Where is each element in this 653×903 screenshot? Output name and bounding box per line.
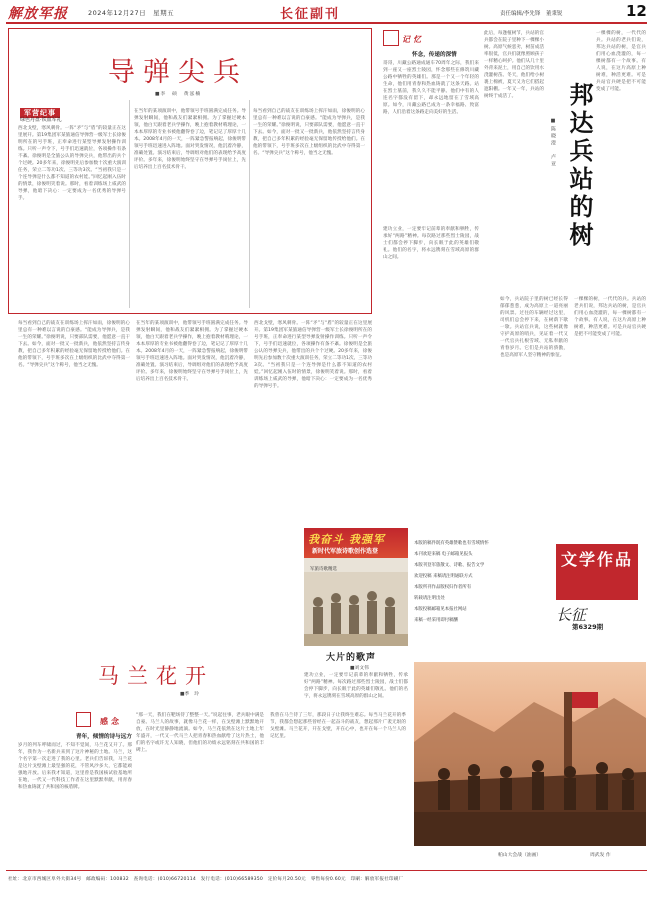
subhead-badge-label: 军营纪事 (20, 108, 60, 118)
memory-body-2: 建功立业，一定要牢记前辈的奉献和牺牲，传承好“两路”精神。每次路过那些烈士陵园，战士们都会停下脚步，向长眠于此的英雄们敬礼。他们的名字，将永远镌刻在雪域高原的群山之间。 (383, 227, 479, 260)
painting-author: 周武发 作 (590, 853, 611, 858)
poster-caption: 大片的歌声 (326, 653, 377, 663)
column-divider (129, 100, 130, 308)
ad-item[interactable]: 本版的稿件既有英雄赞歌也有雪域情怀 (414, 541, 489, 546)
section-title: 长征副刊 (280, 7, 341, 22)
painting-caption: 帕山大会战（油画） (498, 853, 542, 858)
feel-title: 青年，倾情的诗与远方 (76, 734, 132, 740)
memory-title: 怀念，传递的深情 (412, 52, 457, 58)
issue-number: 第6329期 (572, 623, 604, 631)
article-byline: ■李 硕 黄泓楠 (155, 92, 202, 97)
masthead-rule (6, 22, 647, 24)
article-title[interactable]: 导弹尖兵 (108, 57, 248, 88)
editors-line: 责任编辑/李先锋 董秉锐 (500, 11, 563, 17)
station-body-top: 一棵棵的树，一代代的兵。兵站的老兵们说，邦达兵站的树，是官兵们用心血浇灌的，每一棵树都有一个故事。有人说，在这片高原上种树难，种活更难。可是兵站官兵硬是把不可能变成了可能。 (596, 31, 646, 92)
bottom-column-3: 我曾在马兰待了三年，那段日子让我终生难忘。每当马兰花开的季节，我都会想起那些曾经在一起奋斗的战友，想起那片广袤无垠的戈壁滩。马兰花开，开在戈壁，开在心中，也开在每一个马兰人的记忆里。 (270, 713, 406, 739)
poster-subheadline: 新时代军旅诗歌创作选登 (312, 548, 379, 555)
article-continuation-3: 西北戈壁，寒风刺骨。一阵“矛”与“盾”的较量正在这里展开。第19集团军某旅通信导弹营一级军士长徐俊明所在的号手班，正奉命进行某型导弹发射操作训练。只听一声令下，号手们迅速就位，各项操作有条不紊。徐俊明是全旅公认的导弹尖兵，他带出的兵个个过硬。20多年来，徐俊明先后参加数十次重大演训任务，荣立二等功1次、三等功3次。“当初我只是一个连导弹是什么都不知道的农村娃。”回忆起刚入伍时的情景，徐俊明笑着说。那时，看着训练场上威武的导弹，他暗下决心：一定要成为一名优秀的导弹号手。 (254, 321, 372, 389)
literature-script-title: 长征 (556, 606, 587, 624)
article-column-1: 西北戈壁，寒风刺骨。一阵“矛”与“盾”的较量正在这里展开。第19集团军某旅通信导弹营一级军士长徐俊明所在的号手班，正奉命进行某型导弹发射操作训练。只听一声令下，号手们迅速就位，各项操作有条不紊。徐俊明是全旅公认的导弹尖兵，他带出的兵个个过硬。20多年来，徐俊明先后参加数十次重大演训任务，荣立二等功1次、三等功3次。“当初我只是一个连导弹是什么都不知道的农村娃。”回忆起刚入伍时的情景，徐俊明笑着说。那时，看着训练场上威武的导弹，他暗下决心：一定要成为一名优秀的导弹号手。 (18, 126, 126, 201)
ad-item[interactable]: 欢迎投稿 来稿请注明通联方式 (414, 574, 473, 579)
poster-crowd-illustration (304, 572, 408, 646)
ad-item[interactable]: 本刊欢迎来稿 电子邮箱见报头 (414, 552, 473, 557)
memory-icon (383, 30, 399, 46)
station-author: ■陈晓澄 卢亚 (550, 118, 556, 168)
ad-item[interactable]: 转载请注明出处 (414, 596, 445, 601)
bottom-article-title[interactable]: 马兰花开 (98, 664, 214, 688)
oil-painting-image (414, 662, 646, 846)
article-column-2: 在当年的某项演训中，他带领号手班圆满完成任务。导弹发射瞬间，他和战友们紧紧相拥。为了掌握过硬本领，他白天跟着老兵学操作，晚上抱着教材啃理论，一本本厚厚的专业书被他翻得卷了边，笔记记了厚厚十几本。2008年4月的一天，一阵紧急警报响起，徐俊明带领号手班迅速进入阵地。面对突发情况，他沉着冷静，准确处置。演习结束后，导调组对他们的表现给予高度评价。多年来，徐俊明始终坚守在导弹号手岗位上，先后培养出上百名技术骨干。 (134, 109, 246, 170)
poster-headline: 我奋斗 我强军 (308, 533, 385, 546)
ad-list (414, 540, 554, 628)
poster-text: 建功立业，一定要牢记前辈的奉献和牺牲，传承好“两路”精神。每次路过那些烈士陵园，战士们都会停下脚步，向长眠于此的英雄们敬礼。他们的名字，将永远镌刻在雪域高原的群山之间。 (304, 673, 408, 699)
footer-info: 社址：北京市西城区阜外大街34号 邮政编码：100832 查询电话：(010)66720114 发行电话：(010)66589350 定价每月20.50元 零售每份0.60元 印刷：解放军报社印刷厂 (8, 877, 404, 882)
page-number: 12 (626, 2, 647, 20)
column-divider (249, 100, 250, 308)
subhead-tag: 绿色丹盘·铁血军礼 (20, 117, 62, 123)
station-title[interactable]: 邦达兵站的树 (565, 82, 594, 250)
article-continuation-2: 在当年的某项演训中，他带领号手班圆满完成任务。导弹发射瞬间，他和战友们紧紧相拥。为了掌握过硬本领，他白天跟着老兵学操作，晚上抱着教材啃理论，一本本厚厚的专业书被他翻得卷了边，笔记记了厚厚十几本。2008年4月的一天，一阵紧急警报响起，徐俊明带领号手班迅速进入阵地。面对突发情况，他沉着冷静，准确处置。演习结束后，导调组对他们的表现给予高度评价。多年来，徐俊明始终坚守在导弹号手岗位上，先后培养出上百名技术骨干。 (136, 321, 248, 382)
newspaper-logo: 解放军报 (8, 6, 68, 22)
poster-image (304, 528, 408, 646)
poster-author: ■刘文伟 (350, 666, 369, 671)
issue-date: 2024年12月27日 星期五 (88, 9, 175, 17)
ad-item[interactable]: 来稿一经采用即付稿酬 (414, 618, 458, 623)
bottom-article-author: ■季 玲 (180, 692, 199, 697)
ad-item[interactable]: 本版所刊作品版权归作者所有 (414, 585, 472, 590)
feel-label: 感念 (100, 717, 122, 726)
ad-item[interactable]: 本版投稿邮箱见本报社网站 (414, 607, 467, 612)
station-body-3: 一棵棵的树，一代代的兵。兵站的老兵们说，邦达兵站的树，是官兵们用心血浇灌的，每一棵树都有一个故事。有人说，在这片高原上种树难，种活更难。可是兵站官兵硬是把不可能变成了可能。 (574, 297, 646, 337)
article-continuation-1: 每当看到自己的战友在训练场上挥汗如雨，徐俊明的心里总有一种难以言说的自豪感。“能成为导弹兵，是我一生的荣耀。”徐俊明说，只要部队需要，他愿意一直干下去。如今，面对一批又一批新兵，他依然坚持言传身教，把自己多年积累的经验毫无保留地传授给他们。在他的带领下，号手班多次在上级组织的比武中夺得第一名。“导弹尖兵”这个称号，他当之无愧。 (18, 321, 130, 368)
footer-rule (6, 870, 647, 871)
bottom-column-1: 岁月的列车呼啸而过，不知不觉间，马兰花又开了。那年，我作为一名新兵来到了这片神秘的土地。马兰，这个名字第一次走进了我的心里。老兵们告诉我，马兰花是这片戈壁滩上最坚强的花，不管风沙多大，它都能顽强地开放。后来我才知道，这里曾是我国核试验基地所在地，一代又一代科技工作者在这里默默奉献，用青春和热血铸就了共和国的核盾牌。 (18, 743, 132, 790)
bottom-column-2: “那一天，我们在靶场待了整整一天。”说起往事，老兵眼中满是自豪。马兰人的故事，就像马兰花一样，在戈壁滩上默默地开放，在时光里静静地流淌。如今，马兰花依然在这片土地上年年盛开，一代又一代马兰人把青春和热血献给了这片热土，他们的名字或许无人知晓，但他们的功绩永远铭刻在共和国的丰碑上。 (136, 713, 264, 753)
feel-icon (76, 712, 91, 727)
station-body-2: 如今，兵站院子里的树已经长得郁郁葱葱，成为高原上一道亮丽的风景。过往的车辆经过这里，司机们总会停下来，在树荫下歇一歇。兵站官兵说，这些树就像守护高原的哨兵，见证着一代又一代官兵扎根雪域、无私奉献的青春岁月。它们是兵站的骄傲，也是高原军人坚守精神的象征。 (500, 297, 568, 358)
literature-badge: 文学作品 (556, 544, 638, 600)
memory-body: 哥哥，川藏公路通成通车70周年之际，我们来到一座又一座烈士陵园，怀念那些在修筑川藏公路中牺牲的英雄们。那是一个又一个年轻的生命，他们用青春和热血铸就了这条天路。站在烈士墓前，我久久不能平静。他们中有的人连名字都没有留下，却永远地留在了雪域高原。如今，川藏公路已成为一条幸福路、致富路，人们沿着这条路走向美好的生活。 (383, 61, 479, 115)
article-column-3: 每当看到自己的战友在训练场上挥汗如雨，徐俊明的心里总有一种难以言说的自豪感。“能成为导弹兵，是我一生的荣耀。”徐俊明说，只要部队需要，他愿意一直干下去。如今，面对一批又一批新兵，他依然坚持言传身教，把自己多年积累的经验毫无保留地传授给他们。在他的带领下，号手班多次在上级组织的比武中夺得第一名。“导弹尖兵”这个称号，他当之无愧。 (253, 109, 365, 156)
poster-tagline: 军旅诗歌精选 (310, 567, 337, 572)
station-body-1: 此后，每逢植树节，兵站的官兵都会在院子里种下一棵棵小树。高原气候恶劣，树苗成活率很低，官兵们就像照顾孩子一样精心呵护。他们从几十里外背来泥土，用自己的饮用水浇灌树苗。冬天，他们给小树裹上棉被，夏天又为它们搭起遮阳棚。一年又一年，兵站的树终于成活了。 (484, 31, 544, 99)
ad-item[interactable]: 本版刊登军旅散文、诗歌、报告文学 (414, 563, 485, 568)
memory-label: 记忆 (402, 35, 424, 44)
